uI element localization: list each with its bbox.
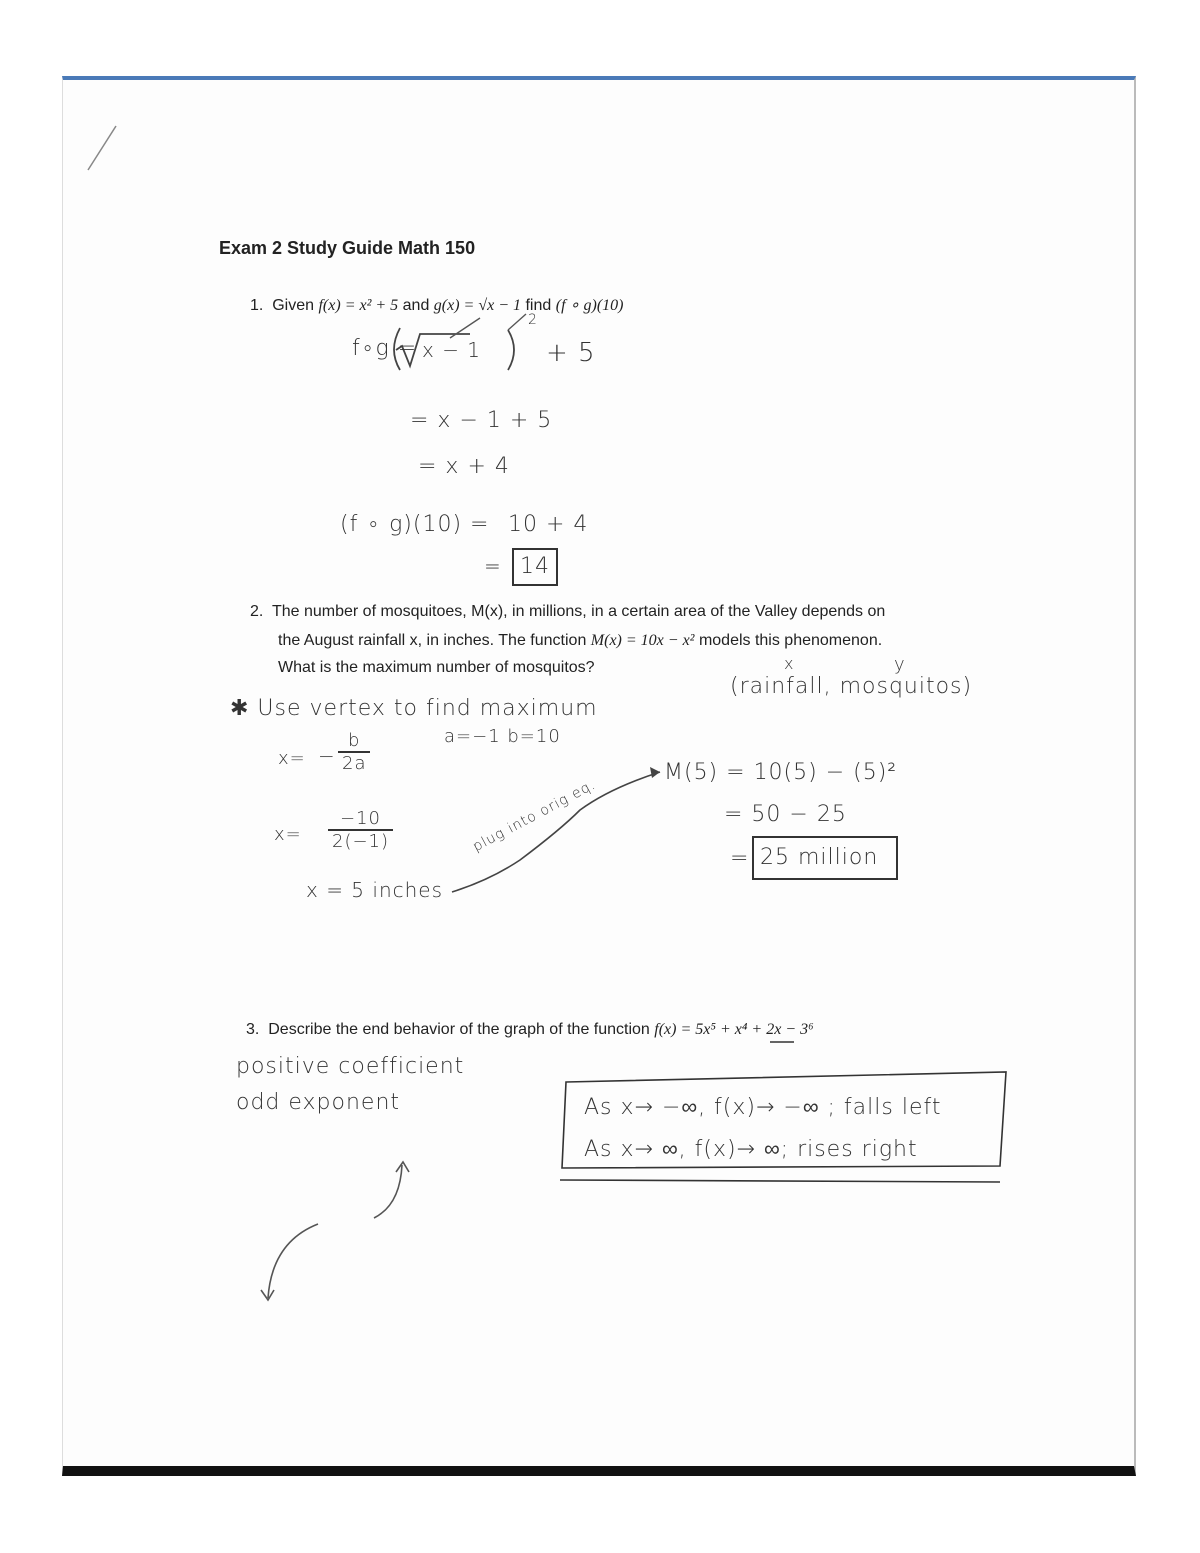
q1-work-line2: = x − 1 + 5 — [410, 408, 553, 433]
q2-vertex-formula — [338, 730, 370, 774]
rise-arrow — [374, 1165, 402, 1218]
q2-text-line1: The number of mosquitoes, M(x), in millions, in a certain area of the Valley depends on — [271, 603, 886, 620]
q2-arrow-note: plug into orig eq. — [470, 776, 599, 856]
q2-x-eq-2: x= — [274, 824, 302, 845]
fraction-numerator: −10 — [328, 808, 393, 831]
question-2-line2 — [278, 632, 882, 650]
fraction-numerator: b — [338, 730, 370, 753]
close-paren — [508, 330, 514, 370]
q2-coefficients: a=−1 b=10 — [444, 726, 561, 747]
q1-work-line4-lhs: (f ∘ g)(10) = — [340, 512, 490, 537]
q1-work-line4-rhs: 10 + 4 — [508, 512, 589, 537]
q1-fx: f(x) = x² + 5 — [318, 297, 399, 314]
q3-function: f(x) = 5x⁵ + x⁴ + 2x − 3⁶ — [654, 1021, 814, 1038]
q1-work-sqrt-content: x − 1 — [422, 338, 482, 362]
q1-given-label: Given — [272, 297, 315, 314]
q1-and-label: and — [402, 297, 430, 314]
question-1 — [250, 295, 624, 315]
question-3 — [246, 1021, 814, 1039]
q2-label-x: x — [784, 654, 795, 673]
fraction-denominator: 2a — [342, 753, 367, 774]
q2-coordinate-pair: (rainfall, mosquitos) — [730, 674, 973, 699]
q2-function: M(x) = 10x − x² — [590, 632, 695, 649]
q1-answer-box: 14 — [512, 548, 558, 586]
fraction-denominator: 2(−1) — [332, 831, 390, 852]
pencil-mark — [88, 126, 116, 170]
q2-label-y: y — [894, 654, 906, 675]
q2-x-result: x = 5 inches — [306, 878, 444, 902]
q2-answer-box: 25 million — [752, 836, 898, 880]
q2-vertex-substituted — [328, 808, 393, 852]
fall-arrow — [268, 1224, 318, 1298]
arrow-head — [650, 767, 660, 778]
q3-answer-line2: As x→ ∞, f(x)→ ∞; rises right — [584, 1137, 918, 1162]
q1-work-line1-lhs: f∘g = — [352, 336, 418, 361]
q1-gx: g(x) = √x − 1 — [433, 297, 522, 314]
cancel-stroke — [508, 314, 526, 330]
q1-work-line3: = x + 4 — [418, 454, 510, 479]
q2-text-line2b: models this phenomenon. — [698, 632, 883, 649]
q3-text: Describe the end behavior of the graph of the function — [268, 1021, 650, 1038]
q1-work-exponent: 2 — [528, 312, 538, 328]
q2-text-line3: What is the maximum number of mosquitos? — [278, 659, 595, 676]
answer-underline — [560, 1180, 1000, 1182]
q2-m-line1: M(5) = 10(5) − (5)² — [664, 760, 898, 785]
plug-arrow — [452, 772, 660, 892]
question-number: 1. — [250, 297, 264, 314]
q3-note-exponent: odd exponent — [236, 1090, 401, 1115]
question-number: 3. — [246, 1021, 260, 1038]
cancel-stroke — [450, 318, 480, 338]
page-title: Exam 2 Study Guide Math 150 — [219, 238, 476, 258]
question-number: 2. — [250, 603, 264, 620]
q3-note-coefficient: positive coefficient — [236, 1054, 465, 1079]
q2-text-line2a: the August rainfall x, in inches. The function — [278, 632, 587, 649]
q2-m-line2: = 50 − 25 — [724, 802, 847, 827]
question-2-line1 — [250, 603, 885, 621]
q2-x-eq-1: x= — [278, 748, 306, 769]
q1-target: (f ∘ g)(10) — [555, 297, 624, 314]
q3-answer-line1: As x→ −∞, f(x)→ −∞ ; falls left — [584, 1095, 942, 1120]
q2-m-line3-eq: = — [730, 846, 750, 871]
q1-work-line1-rest: + 5 — [546, 338, 596, 368]
q1-work-line5-eq: = — [484, 554, 502, 578]
q2-minus-sign: − — [318, 744, 336, 768]
q2-method-note: ✱ Use vertex to find maximum — [230, 696, 598, 721]
q1-find-label: find — [525, 297, 552, 314]
